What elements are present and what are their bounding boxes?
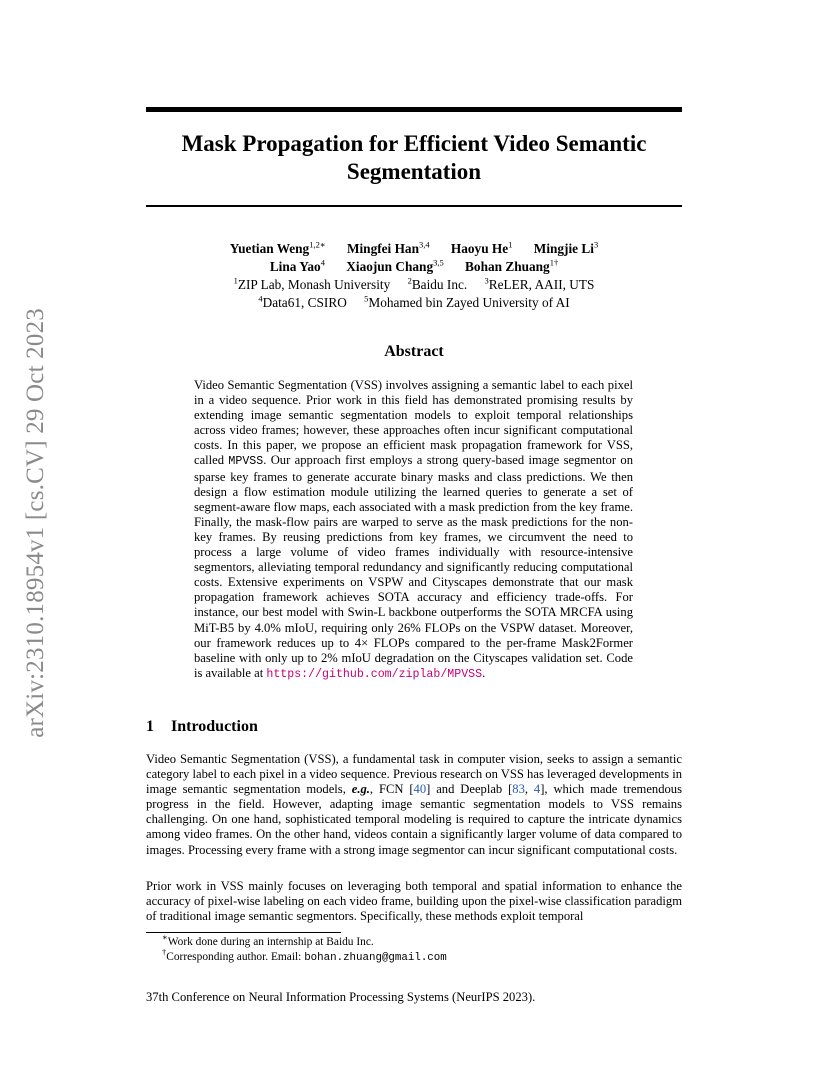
section-heading xyxy=(146,718,258,736)
citation-link[interactable]: 83 xyxy=(512,782,525,797)
affiliation: Baidu Inc. xyxy=(411,277,468,292)
author-affil-mark: 3,4 xyxy=(418,239,430,250)
abstract-end: . xyxy=(482,665,486,680)
abstract-text: Video Semantic Segmentation (VSS) involves assigning a semantic label to each pixel in a video sequence. Prior work in this field has demonstrated promising results by extending image semantic segmentation models to exploit temporal relationships across video frames; however, these approaches often incur significant computational costs. In this paper, we propose an efficient mask propagation framework for VSS, called xyxy=(194,378,633,468)
title-bottom-rule xyxy=(146,205,682,207)
author-affil-mark: 4 xyxy=(320,257,325,268)
arxiv-stamp-text: arXiv:2310.18954v1 [cs.CV] 29 Oct 2023 xyxy=(22,308,49,738)
arxiv-stamp xyxy=(14,288,58,758)
venue-footer: 37th Conference on Neural Information Processing Systems (NeurIPS 2023). xyxy=(146,990,536,1004)
author-name: Yuetian Weng xyxy=(229,241,310,256)
footnote-text: Corresponding author. Email: xyxy=(166,951,305,963)
affil-mark: 5 xyxy=(364,293,369,304)
affiliation: Mohamed bin Zayed University of AI xyxy=(368,295,570,310)
footnote-mark: † xyxy=(162,947,167,958)
citation-link[interactable]: 40 xyxy=(413,782,427,797)
author-line-1 xyxy=(146,240,682,258)
title-line-2: Segmentation xyxy=(346,159,482,184)
paragraph-text: , xyxy=(524,782,534,797)
paragraph-text: , FCN [ xyxy=(369,782,414,797)
title-top-rule xyxy=(146,107,682,112)
paragraph-text: Video Semantic Segmentation (VSS), a fundamental task in computer vision, seeks to assign a semantic category label to each pixel in a video sequence. Previous research on VSS has leveraged developments in image semantic segmentation models, xyxy=(146,752,682,797)
footnote-2 xyxy=(162,947,447,965)
affiliation: Data61, CSIRO xyxy=(262,295,347,310)
affiliation-line-2 xyxy=(146,294,682,312)
author-affil-mark: 1 xyxy=(508,239,513,250)
code-url-link[interactable]: https://github.com/ziplab/MPVSS xyxy=(266,667,483,681)
intro-paragraph-1 xyxy=(146,752,682,858)
author-name: Lina Yao xyxy=(269,259,321,274)
affiliation: ZIP Lab, Monash University xyxy=(237,277,391,292)
affil-mark: 3 xyxy=(484,275,489,286)
author-affil-mark: 1† xyxy=(549,257,559,268)
affil-mark: 4 xyxy=(258,293,263,304)
citation-link[interactable]: 4 xyxy=(533,782,541,797)
affil-mark: 1 xyxy=(233,275,238,286)
author-name: Mingjie Li xyxy=(533,241,594,256)
abstract-body xyxy=(194,378,633,682)
author-affil-mark: 3,5 xyxy=(433,257,444,268)
footnote-mark: ∗ xyxy=(162,932,168,943)
eg-abbrev: e.g. xyxy=(351,782,370,797)
author-name: Mingfei Han xyxy=(346,241,419,256)
section-number: 1 xyxy=(146,718,154,735)
affiliation: ReLER, AAII, UTS xyxy=(488,277,595,292)
corresponding-email: bohan.zhuang@gmail.com xyxy=(304,952,447,964)
footnote-rule xyxy=(146,932,341,933)
author-affil-mark: 1,2∗ xyxy=(309,239,326,250)
author-line-2 xyxy=(146,258,682,276)
abstract-text: . Our approach first employs a strong query-based image segmentor on sparse key frames to generate accurate binary masks and class predictions. We then design a flow estimation module utilizing the learned queries to generate a set of segment-aware flow maps, each associated with a mask prediction from the key frame. Finally, the mask-flow pairs are warped to serve as the mask predictions for the non-key frames. By reusing predictions from key frames, we circumvent the need to process a large volume of video frames individually with resource-intensive segmentors, alleviating temporal redundancy and significantly reducing computational costs. Extensive experiments on VSPW and Cityscapes demonstrate that our mask propagation framework achieves SOTA accuracy and efficiency trade-offs. For instance, our best model with Swin-L backbone outperforms the SOTA MRCFA using MiT-B5 by 4.0% mIoU, requiring only 26% FLOPs on the VSPW dataset. Moreover, our framework reduces up to 4× FLOPs compared to the per-frame Mask2Former baseline with only up to 2% mIoU degradation on the Cityscapes validation set. Code is available at xyxy=(194,453,633,680)
intro-paragraph-2: Prior work in VSS mainly focuses on leveraging both temporal and spatial information to enhance the accuracy of pixel-wise labeling on each video frame, building upon the pixel-wise classification paradigm of traditional image semantic segmentors. Specifically, these methods exploit temporal xyxy=(146,879,682,924)
affil-mark: 2 xyxy=(407,275,412,286)
author-name: Haoyu He xyxy=(450,241,509,256)
author-name: Xiaojun Chang xyxy=(346,259,434,274)
section-title: Introduction xyxy=(171,718,258,735)
author-name: Bohan Zhuang xyxy=(465,259,550,274)
paper-title xyxy=(146,130,682,186)
footnote-text: Work done during an internship at Baidu Inc. xyxy=(167,936,374,948)
abstract-heading: Abstract xyxy=(384,343,444,360)
paragraph-text: ] and Deeplab [ xyxy=(426,782,513,797)
footnote-1 xyxy=(162,932,374,949)
paragraph-text: ], which made tremendous progress in the field. However, adapting image semantic segmentation models to VSS remains challenging. On one hand, sophisticated temporal modeling is required to capture the intricate dynamics among video frames. On the other hand, videos contain a significantly larger volume of data compared to images. Processing every frame with a strong image segmentor can incur significant computational costs. xyxy=(146,782,683,857)
affiliation-line-1 xyxy=(146,276,682,294)
method-name-code: MPVSS xyxy=(228,455,264,469)
author-block xyxy=(146,240,682,312)
author-affil-mark: 3 xyxy=(593,239,599,250)
title-line-1: Mask Propagation for Efficient Video Semantic xyxy=(181,131,647,156)
